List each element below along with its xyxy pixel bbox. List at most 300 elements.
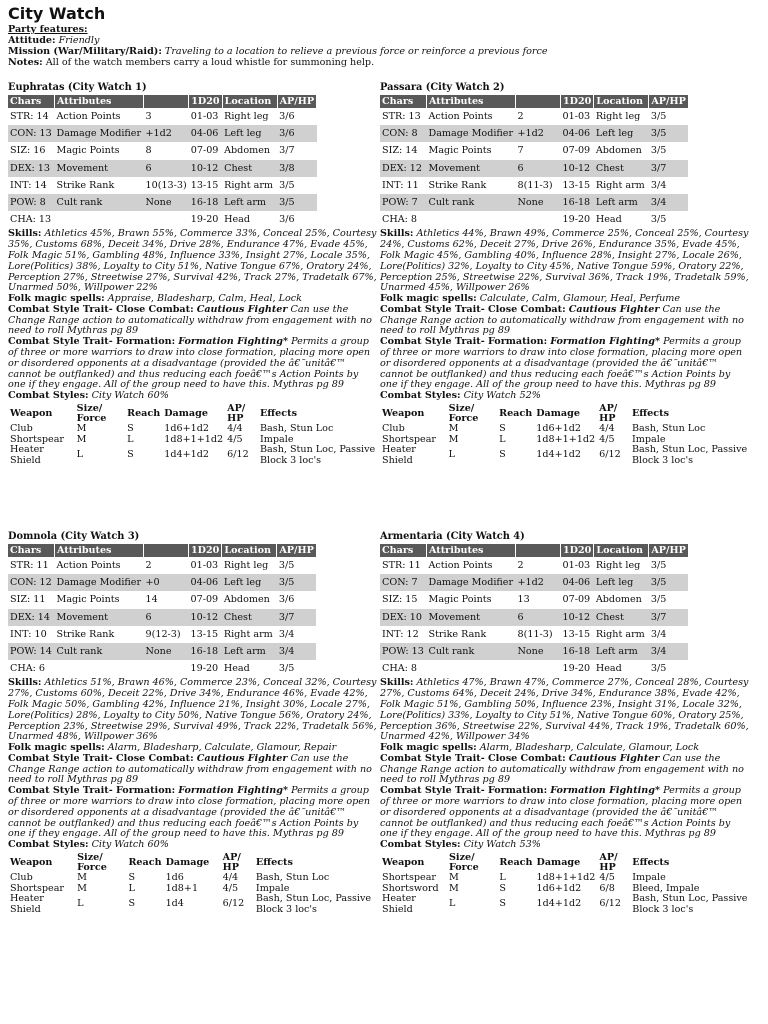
- formation-text: Permits a group of three or more warriors to draw into close formation, placing more open or disordered opponents at a disadvantage (provided the â€˜unitâ€™ cannot be outflanked) and thus reducing each foeâ€™s Action Points by one if they engage. All of the group need to have this. Mythras pg 89: [8, 336, 371, 391]
- weapon-header: Weapon: [382, 408, 425, 420]
- weapon-damage-cell: 1d4+1d2: [536, 898, 582, 910]
- skills-label: Skills:: [380, 677, 414, 689]
- reach-header: Reach: [128, 857, 162, 869]
- ap-hp-cell: 3/5: [650, 145, 667, 157]
- weapons-table: [380, 853, 750, 915]
- attribute-name-cell: [55, 211, 144, 228]
- attribute-value-cell: 6: [516, 160, 561, 177]
- weapon-aphp-cell: 4/4: [227, 423, 243, 435]
- weapon-name-cell: Heater Shield: [382, 444, 416, 466]
- weapon-size-cell: M: [449, 872, 459, 884]
- weapon-size-cell: L: [449, 898, 456, 910]
- hit-location-cell: Left leg: [222, 125, 277, 142]
- characteristic-cell: CHA: 8: [382, 214, 418, 226]
- hit-roll-cell: 13-15: [190, 179, 219, 191]
- size-header-label: Size/: [448, 403, 475, 415]
- effects-header: Effects: [260, 408, 297, 420]
- attribute-value-cell: +1d2: [516, 574, 561, 591]
- hit-location-cell: Left leg: [594, 574, 649, 591]
- hit-roll-cell: 10-12: [189, 160, 222, 177]
- ap-hp-cell: 3/5: [279, 179, 295, 191]
- formation-name: Formation Fighting*: [178, 336, 288, 348]
- attribute-name-cell: Damage Modifier: [427, 574, 516, 591]
- npc-name: Euphratas (City Watch 1): [8, 82, 147, 93]
- hit-location-cell: Abdomen: [223, 594, 270, 606]
- attribute-name-cell: Action Points: [428, 111, 493, 123]
- attribute-row: [380, 177, 688, 194]
- weapon-header: Weapon: [10, 857, 53, 869]
- folk-magic-label: Folk magic spells:: [8, 293, 105, 305]
- weapon-damage-cell: 1d8+1+1d2: [536, 433, 596, 445]
- ap-hp-cell: 3/4: [650, 179, 667, 191]
- attribute-row: [380, 194, 688, 211]
- weapon-reach-cell: S: [499, 449, 506, 461]
- characteristic-cell: INT: 14: [10, 179, 47, 191]
- weapon-row: [8, 445, 378, 466]
- characteristic-cell: CON: 12: [8, 574, 55, 591]
- location-header: Location: [594, 95, 649, 108]
- attribute-name-cell: Cult rank: [427, 643, 516, 660]
- weapon-size-cell: M: [76, 423, 87, 435]
- attribute-row: [380, 142, 688, 159]
- combat-styles-text: City Watch 52%: [463, 390, 541, 402]
- force-header-label: Force: [77, 862, 107, 874]
- folk-magic-label: Folk magic spells:: [380, 293, 477, 305]
- weapon-size-cell: L: [448, 449, 456, 461]
- d20-header: 1D20: [561, 544, 594, 557]
- attributes-table: [8, 95, 317, 228]
- folk-magic-text: Calculate, Calm, Glamour, Heal, Perfume: [479, 293, 681, 305]
- weapon-aphp-cell: 4/5: [599, 872, 615, 884]
- npc-card: [8, 531, 378, 915]
- attribute-value-cell: None: [516, 643, 561, 660]
- ap-hp-cell: 3/5: [650, 594, 667, 606]
- weapon-row: [380, 894, 750, 915]
- attribute-name-cell: Damage Modifier: [427, 125, 516, 142]
- attribute-name-cell: Action Points: [56, 111, 121, 123]
- attribute-name-cell: Strike Rank: [428, 179, 487, 191]
- ap-hp-cell: 3/5: [650, 111, 667, 123]
- skills-text: Athletics 44%, Brawn 49%, Commerce 25%, Conceal 25%, Courtesy 24%, Customs 62%, Deceit 27%, Drive 26%, Endurance 35%, Evade 45%, Folk Magic 45%, Gambling 40%, Influence 28%, Insight 27%, Locale 26%, Lore(Politics) 32%, Loyalty to City 45%, Native Tongue 59%, Oratory 22%, Perception 25%, Streetwise 22%, Survival 36%, Track 19%, Tradetalk 59%, Unarmed 45%, Willpower 26%: [380, 228, 749, 294]
- aphp-header: AP/HP: [277, 544, 316, 557]
- formation-text: Permits a group of three or more warriors to draw into close formation, placing more open or disordered opponents at a disadvantage (provided the â€˜unitâ€™ cannot be outflanked) and thus reducing each foeâ€™s Action Points by one if they engage. All of the group need to have this. Mythras pg 89: [380, 336, 743, 391]
- weapon-effects-cell: Impale: [632, 872, 666, 884]
- weapons-table: [380, 404, 750, 466]
- attributes-header-row: [8, 95, 317, 108]
- weapon-reach-cell: S: [499, 423, 506, 435]
- weapon-name-cell: Club: [10, 423, 33, 435]
- attribute-value-cell: [516, 660, 561, 677]
- attribute-name-cell: Action Points: [56, 560, 121, 572]
- attribute-name-cell: Strike Rank: [56, 179, 115, 191]
- attribute-row: [8, 660, 316, 677]
- damage-header: Damage: [165, 857, 210, 869]
- hit-roll-cell: 16-18: [561, 194, 594, 211]
- weapon-size-cell: L: [77, 898, 84, 910]
- document-header: [8, 4, 758, 68]
- characteristic-cell: INT: 10: [10, 628, 47, 640]
- combat-styles-text: City Watch 53%: [463, 839, 541, 851]
- npc-details: [8, 678, 378, 851]
- weapon-size-cell: M: [448, 433, 459, 445]
- hit-location-cell: Head: [223, 663, 250, 675]
- ap-hp-header: [225, 404, 258, 424]
- attribute-name-cell: Damage Modifier: [55, 574, 144, 591]
- hit-roll-cell: 01-03: [562, 560, 591, 572]
- attributes-header-row: [380, 544, 688, 557]
- folk-magic-text: Appraise, Bladesharp, Calm, Heal, Lock: [107, 293, 302, 305]
- weapon-reach-cell: S: [499, 898, 506, 910]
- weapon-reach-cell: S: [128, 872, 136, 884]
- attribute-value-cell: 6: [144, 609, 189, 626]
- attribute-row: [8, 643, 316, 660]
- hit-roll-cell: 10-12: [189, 609, 222, 626]
- attribute-row: [8, 609, 316, 626]
- attribute-value-cell: None: [144, 194, 189, 211]
- hit-location-cell: Chest: [222, 160, 277, 177]
- hit-location-cell: Abdomen: [595, 594, 642, 606]
- weapon-reach-cell: L: [128, 882, 135, 894]
- ap-hp-cell: 3/7: [649, 609, 688, 626]
- weapon-damage-cell: 1d4+1d2: [536, 449, 581, 461]
- weapons-header-row: [8, 404, 378, 424]
- attribute-value-cell: 8: [145, 145, 152, 157]
- weapon-reach-cell: L: [499, 872, 506, 884]
- hit-location-cell: Chest: [594, 609, 649, 626]
- close-combat-label: Combat Style Trait- Close Combat:: [8, 303, 194, 315]
- hp-header-label: HP: [227, 413, 244, 425]
- attribute-row: [380, 211, 688, 228]
- hit-location-cell: Left arm: [594, 194, 649, 211]
- weapon-row: [380, 424, 750, 435]
- page-title: City Watch: [8, 4, 106, 23]
- chars-header: Chars: [380, 544, 427, 557]
- weapon-name-cell: Shortspear: [10, 433, 65, 445]
- npc-name: Armentaria (City Watch 4): [380, 531, 525, 542]
- attribute-value-cell: 8(11-3): [517, 628, 553, 640]
- hit-roll-cell: 16-18: [189, 643, 222, 660]
- folk-magic-label: Folk magic spells:: [380, 742, 477, 754]
- attribute-value-cell: +1d2: [144, 125, 189, 142]
- characteristic-cell: POW: 8: [8, 194, 55, 211]
- hit-roll-cell: 19-20: [562, 663, 591, 675]
- ap-hp-cell: 3/6: [278, 594, 295, 606]
- hit-location-cell: Right leg: [595, 111, 641, 123]
- characteristic-cell: POW: 7: [380, 194, 427, 211]
- weapon-size-cell: M: [449, 882, 459, 894]
- d20-header: 1D20: [189, 544, 222, 557]
- attribute-value-cell: 9(12-3): [145, 628, 181, 640]
- weapon-damage-cell: 1d6: [165, 872, 184, 884]
- ap-header-label: AP/: [227, 403, 246, 415]
- attribute-row: [380, 660, 688, 677]
- hit-location-cell: Right leg: [224, 111, 269, 123]
- attitude-label: Attitude:: [8, 35, 56, 46]
- reach-header: Reach: [499, 408, 533, 420]
- weapon-size-cell: M: [77, 872, 87, 884]
- notes-value: All of the watch members carry a loud whistle for summoning help.: [45, 57, 375, 68]
- effects-header: Effects: [632, 408, 669, 420]
- weapon-header: Weapon: [382, 857, 425, 869]
- weapon-aphp-cell: 6/8: [599, 882, 615, 894]
- hit-location-cell: Head: [224, 214, 251, 226]
- attribute-row: [8, 557, 316, 574]
- weapon-header: Weapon: [10, 408, 53, 420]
- characteristic-cell: DEX: 14: [8, 609, 55, 626]
- hit-location-cell: Left arm: [222, 643, 277, 660]
- characteristic-cell: DEX: 12: [380, 160, 427, 177]
- hit-location-cell: Head: [595, 214, 622, 226]
- weapon-effects-cell: Bash, Stun Loc: [255, 872, 330, 884]
- combat-styles-label: Combat Styles:: [380, 839, 461, 851]
- close-combat-text: Can use the Change Range action to automatically withdraw from engagement with no need to roll Mythras pg 89: [380, 303, 744, 337]
- characteristic-cell: INT: 11: [382, 179, 419, 191]
- attribute-name-cell: Cult rank: [427, 194, 516, 211]
- hit-location-cell: Right leg: [223, 560, 269, 572]
- attribute-name-cell: [55, 660, 144, 677]
- attributes-header: Attributes: [427, 544, 516, 557]
- ap-hp-cell: 3/5: [649, 574, 688, 591]
- location-header: Location: [222, 95, 277, 108]
- hit-roll-cell: 19-20: [190, 214, 219, 226]
- weapon-reach-cell: S: [499, 882, 506, 894]
- weapon-name-cell: Heater Shield: [382, 893, 416, 915]
- chars-header: Chars: [380, 95, 427, 108]
- attribute-name-cell: Strike Rank: [56, 628, 115, 640]
- attribute-value-cell: 13: [517, 594, 530, 606]
- characteristic-cell: POW: 14: [8, 643, 55, 660]
- attribute-row: [8, 108, 317, 125]
- ap-hp-cell: 3/7: [277, 609, 316, 626]
- weapon-size-cell: M: [448, 423, 459, 435]
- attribute-name-cell: Magic Points: [428, 594, 492, 606]
- characteristic-cell: CON: 13: [8, 125, 55, 142]
- skills-text: Athletics 51%, Brawn 46%, Commerce 23%, Conceal 32%, Courtesy 27%, Customs 60%, Deceit 22%, Drive 34%, Endurance 46%, Evade 42%, Folk Magic 50%, Gambling 42%, Influence 21%, Insight 30%, Locale 27%, Lore(Politics) 28%, Loyalty to City 50%, Native Tongue 56%, Oratory 24%, Perception 23%, Streetwise 29%, Survival 49%, Track 22%, Tradetalk 56%, Unarmed 48%, Willpower 36%: [8, 677, 377, 743]
- skills-label: Skills:: [8, 228, 42, 240]
- attribute-value-cell: 10(13-3): [145, 179, 187, 191]
- hit-location-cell: Left leg: [594, 125, 649, 142]
- characteristic-cell: CHA: 6: [10, 663, 46, 675]
- characteristic-cell: SIZ: 11: [10, 594, 46, 606]
- weapon-row: [8, 873, 378, 884]
- attribute-name-cell: Movement: [55, 160, 144, 177]
- attributes-header-row: [380, 95, 688, 108]
- characteristic-cell: STR: 14: [10, 111, 49, 123]
- close-combat-name: Cautious Fighter: [196, 303, 288, 315]
- weapon-size-cell: L: [76, 449, 84, 461]
- location-header: Location: [594, 544, 649, 557]
- hit-location-cell: Abdomen: [224, 145, 271, 157]
- reach-header: Reach: [127, 408, 161, 420]
- hp-header-label: HP: [222, 862, 239, 874]
- attribute-value-cell: +1d2: [516, 125, 561, 142]
- ap-hp-cell: 3/8: [277, 160, 316, 177]
- hit-roll-cell: 13-15: [562, 179, 591, 191]
- attributes-table: [380, 95, 689, 228]
- damage-header: Damage: [536, 857, 581, 869]
- attributes-header-row: [8, 544, 316, 557]
- attribute-value-cell: 6: [144, 160, 189, 177]
- weapon-damage-cell: 1d8+1: [165, 882, 199, 894]
- close-combat-name: Cautious Fighter: [196, 752, 288, 764]
- notes-label: Notes:: [8, 57, 43, 68]
- hit-roll-cell: 10-12: [561, 609, 594, 626]
- aphp-header: AP/HP: [649, 544, 688, 557]
- weapons-table: [8, 404, 378, 466]
- close-combat-label: Combat Style Trait- Close Combat:: [380, 303, 566, 315]
- ap-hp-cell: 3/7: [649, 160, 688, 177]
- weapon-row: [380, 445, 750, 466]
- attribute-row: [8, 194, 317, 211]
- size-force-header: [447, 853, 497, 873]
- attributes-value-header: [516, 95, 561, 108]
- ap-hp-cell: 3/5: [650, 214, 667, 226]
- weapons-table: [8, 853, 378, 915]
- weapons-header-row: [8, 853, 378, 873]
- attribute-value-cell: +0: [144, 574, 189, 591]
- attributes-value-header: [144, 544, 189, 557]
- weapon-reach-cell: L: [127, 433, 134, 445]
- close-combat-text: Can use the Change Range action to automatically withdraw from engagement with no need to roll Mythras pg 89: [8, 303, 372, 337]
- hit-roll-cell: 04-06: [561, 574, 594, 591]
- close-combat-label: Combat Style Trait- Close Combat:: [380, 752, 566, 764]
- skills-label: Skills:: [8, 677, 42, 689]
- weapon-effects-cell: Bleed, Impale: [632, 882, 700, 894]
- size-force-header: [75, 853, 126, 873]
- attribute-row: [380, 557, 688, 574]
- formation-label: Combat Style Trait- Formation:: [8, 785, 176, 797]
- hit-roll-cell: 01-03: [190, 111, 219, 123]
- hp-header-label: HP: [599, 862, 616, 874]
- d20-header: 1D20: [189, 95, 222, 108]
- ap-hp-cell: 3/5: [277, 194, 316, 211]
- characteristic-cell: STR: 11: [10, 560, 49, 572]
- formation-label: Combat Style Trait- Formation:: [8, 336, 176, 348]
- ap-hp-cell: 3/5: [650, 663, 667, 675]
- weapon-reach-cell: L: [499, 433, 506, 445]
- ap-hp-cell: 3/5: [649, 125, 688, 142]
- attribute-row: [380, 591, 688, 608]
- hit-roll-cell: 01-03: [190, 560, 219, 572]
- attributes-value-header: [516, 544, 561, 557]
- weapon-damage-cell: 1d8+1+1d2: [164, 433, 224, 445]
- attributes-header: Attributes: [55, 544, 144, 557]
- attribute-row: [380, 609, 688, 626]
- attributes-header: Attributes: [427, 95, 516, 108]
- characteristic-cell: CON: 7: [380, 574, 427, 591]
- hit-roll-cell: 07-09: [190, 145, 219, 157]
- attribute-value-cell: 6: [516, 609, 561, 626]
- d20-header: 1D20: [561, 95, 594, 108]
- weapon-effects-cell: Bash, Stun Loc: [260, 423, 334, 435]
- ap-header-label: AP/: [222, 852, 241, 864]
- hit-location-cell: Right arm: [223, 628, 273, 640]
- attribute-value-cell: 14: [145, 594, 158, 606]
- ap-hp-header: [597, 853, 630, 873]
- characteristic-cell: INT: 12: [382, 628, 419, 640]
- weapon-aphp-cell: 6/12: [222, 898, 245, 910]
- hit-location-cell: Left leg: [222, 574, 277, 591]
- npc-details: [8, 229, 378, 402]
- characteristic-cell: POW: 13: [380, 643, 427, 660]
- aphp-header: AP/HP: [649, 95, 688, 108]
- characteristic-cell: CHA: 13: [10, 214, 52, 226]
- attributes-header: Attributes: [55, 95, 144, 108]
- weapon-aphp-cell: 4/4: [222, 872, 239, 884]
- ap-hp-cell: 3/4: [277, 643, 316, 660]
- hit-roll-cell: 07-09: [562, 594, 591, 606]
- weapon-row: [8, 424, 378, 435]
- attribute-value-cell: [144, 211, 189, 228]
- weapons-header-row: [380, 404, 750, 424]
- hit-location-cell: Chest: [594, 160, 649, 177]
- combat-styles-label: Combat Styles:: [380, 390, 461, 402]
- skills-text: Athletics 47%, Brawn 47%, Commerce 27%, Conceal 28%, Courtesy 27%, Customs 64%, Deceit 24%, Drive 34%, Endurance 38%, Evade 42%, Folk Magic 51%, Gambling 50%, Influence 23%, Insight 31%, Locale 32%, Lore(Politics) 33%, Loyalty to City 51%, Native Tongue 60%, Oratory 25%, Perception 36%, Streetwise 22%, Survival 44%, Track 19%, Tradetalk 60%, Unarmed 42%, Willpower 34%: [380, 677, 749, 743]
- attribute-value-cell: None: [144, 643, 189, 660]
- hit-roll-cell: 04-06: [189, 125, 222, 142]
- weapon-reach-cell: S: [128, 898, 136, 910]
- characteristic-cell: SIZ: 14: [382, 145, 418, 157]
- force-header-label: Force: [448, 413, 479, 425]
- characteristic-cell: STR: 13: [382, 111, 421, 123]
- attribute-value-cell: 3: [145, 111, 152, 123]
- folk-magic-text: Alarm, Bladesharp, Calculate, Glamour, Lock: [479, 742, 700, 754]
- attribute-row: [8, 626, 316, 643]
- hit-roll-cell: 01-03: [562, 111, 591, 123]
- npc-card: [380, 82, 750, 466]
- weapon-aphp-cell: 4/5: [222, 882, 239, 894]
- ap-hp-cell: 3/4: [650, 628, 667, 640]
- hit-location-cell: Right arm: [224, 179, 274, 191]
- weapon-reach-cell: S: [127, 423, 134, 435]
- attribute-name-cell: Cult rank: [55, 643, 144, 660]
- weapon-name-cell: Shortspear: [10, 882, 65, 894]
- weapon-size-cell: M: [76, 433, 87, 445]
- force-header-label: Force: [76, 413, 107, 425]
- attribute-value-cell: [144, 660, 189, 677]
- ap-hp-cell: 3/6: [279, 214, 295, 226]
- folk-magic-text: Alarm, Bladesharp, Calculate, Glamour, Repair: [107, 742, 337, 754]
- attribute-value-cell: 2: [145, 560, 152, 572]
- formation-label: Combat Style Trait- Formation:: [380, 336, 548, 348]
- formation-text: Permits a group of three or more warriors to draw into close formation, placing more open or disordered opponents at a disadvantage (provided the â€˜unitâ€™ cannot be outflanked) and thus reducing each foeâ€™s Action Points by one if they engage. All of the group need to have this. Mythras pg 89: [380, 785, 743, 840]
- weapon-damage-cell: 1d8+1+1d2: [536, 872, 596, 884]
- close-combat-name: Cautious Fighter: [568, 752, 660, 764]
- attribute-row: [380, 108, 688, 125]
- hit-location-cell: Right leg: [595, 560, 641, 572]
- attribute-row: [8, 211, 317, 228]
- ap-hp-cell: 3/5: [277, 574, 316, 591]
- close-combat-name: Cautious Fighter: [568, 303, 660, 315]
- weapon-aphp-cell: 4/4: [599, 423, 615, 435]
- characteristic-cell: DEX: 10: [380, 609, 427, 626]
- weapon-damage-cell: 1d4: [165, 898, 184, 910]
- attribute-name-cell: Magic Points: [56, 145, 120, 157]
- weapon-damage-cell: 1d6+1d2: [164, 423, 209, 435]
- attribute-row: [380, 643, 688, 660]
- npc-card: [380, 531, 750, 915]
- attribute-value-cell: 7: [517, 145, 524, 157]
- ap-hp-header: [221, 853, 254, 873]
- location-header: Location: [222, 544, 277, 557]
- combat-styles-text: City Watch 60%: [91, 839, 169, 851]
- mission-value: Traveling to a location to relieve a previous force or reinforce a previous force: [164, 46, 548, 57]
- ap-hp-cell: 3/4: [649, 194, 688, 211]
- attribute-name-cell: Magic Points: [56, 594, 120, 606]
- attribute-row: [8, 177, 317, 194]
- weapon-effects-cell: Impale: [632, 433, 666, 445]
- chars-header: Chars: [8, 544, 55, 557]
